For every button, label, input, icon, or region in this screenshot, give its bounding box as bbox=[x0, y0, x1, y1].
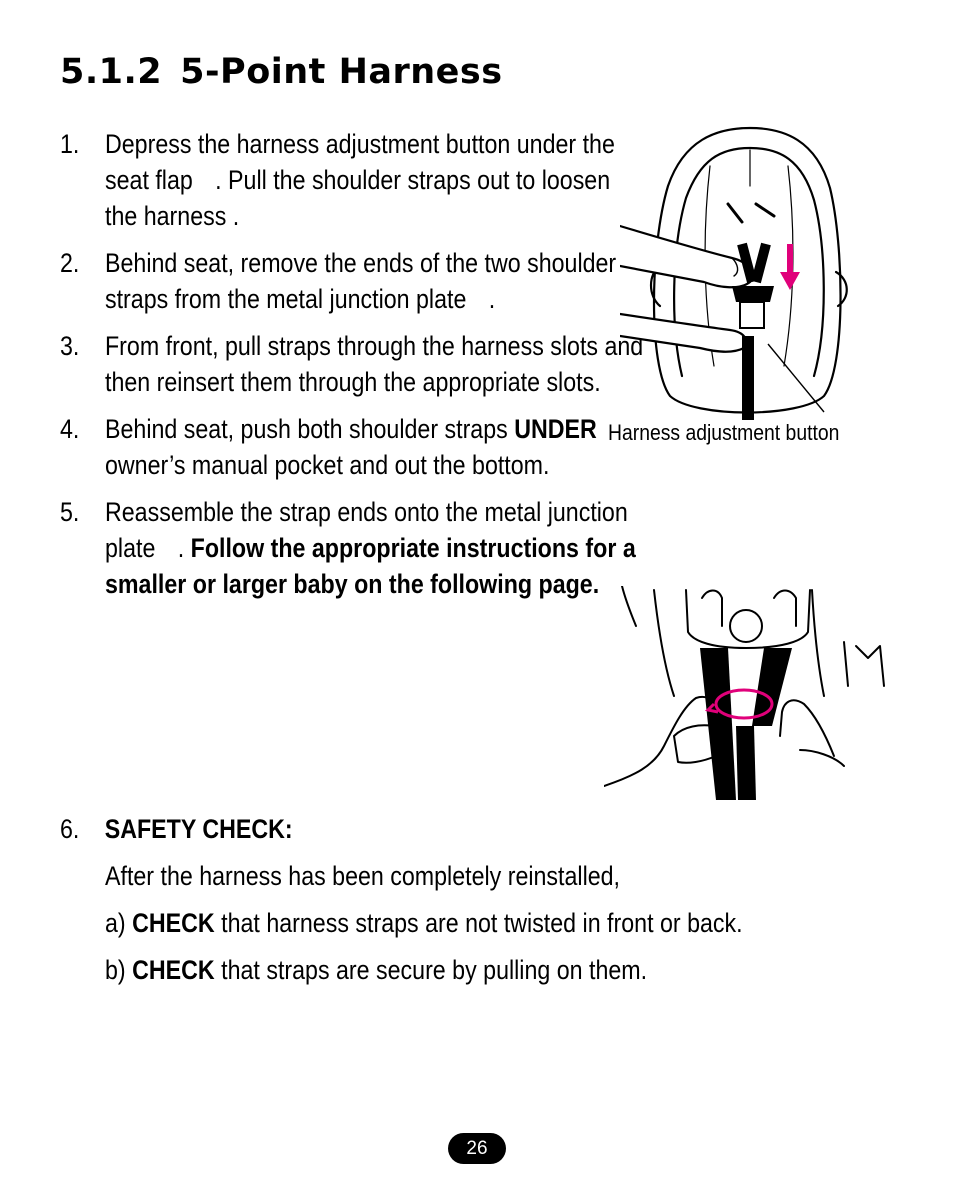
step-text: From front, pull straps through the harness slots and then reinsert them through the appropriate slots. bbox=[105, 331, 644, 397]
step-number: 5. bbox=[60, 497, 80, 527]
step-1 bbox=[60, 126, 615, 234]
step-text: Depress the harness adjustment button under the seat flap bbox=[105, 129, 615, 195]
step-number: 4. bbox=[60, 414, 80, 444]
step-2 bbox=[60, 245, 617, 317]
step-text-continued: . bbox=[177, 533, 185, 563]
safety-intro: After the harness has been completely reinstalled, bbox=[105, 861, 621, 891]
step-number: 1. bbox=[60, 129, 80, 159]
step-emphasis: Follow the appropriate instructions for a smaller or larger baby on the following page. bbox=[105, 533, 636, 599]
step-text: Behind seat, remove the ends of the two shoulder straps from the metal junction plate bbox=[105, 248, 617, 314]
section-title: 5-Point Harness bbox=[180, 52, 503, 92]
step-text-continued: . bbox=[488, 284, 496, 314]
step-text: Behind seat, push both shoulder straps bbox=[105, 414, 508, 444]
step-3 bbox=[60, 328, 644, 400]
step-number: 3. bbox=[60, 331, 80, 361]
safety-check-title: SAFETY CHECK: bbox=[104, 814, 293, 844]
section-number: 5.1.2 bbox=[60, 52, 163, 92]
step-4 bbox=[60, 411, 600, 483]
figure-caption: Harness adjustment button bbox=[608, 420, 840, 445]
safety-check-section bbox=[60, 811, 940, 988]
instruction-steps bbox=[60, 126, 644, 613]
step-5 bbox=[60, 494, 636, 602]
safety-check-a: a) CHECK that harness straps are not twisted in front or back. bbox=[105, 908, 743, 938]
section-heading bbox=[60, 52, 503, 92]
junction-plate-illustration bbox=[604, 586, 888, 800]
step-text: Reassemble the strap ends onto the metal junction plate bbox=[105, 497, 628, 563]
step-number: 2. bbox=[60, 248, 80, 278]
step-text-continued: owner’s manual pocket and out the bottom. bbox=[105, 450, 550, 480]
page-number-badge: 26 bbox=[448, 1133, 506, 1164]
car-seat-harness-illustration bbox=[620, 126, 870, 422]
step-emphasis: UNDER bbox=[514, 414, 597, 444]
safety-check-b: b) CHECK that straps are secure by pulling on them. bbox=[105, 955, 648, 985]
step-text-continued: . Pull the shoulder straps out to loosen the harness . bbox=[105, 165, 611, 231]
step-number: 6. bbox=[60, 814, 80, 844]
